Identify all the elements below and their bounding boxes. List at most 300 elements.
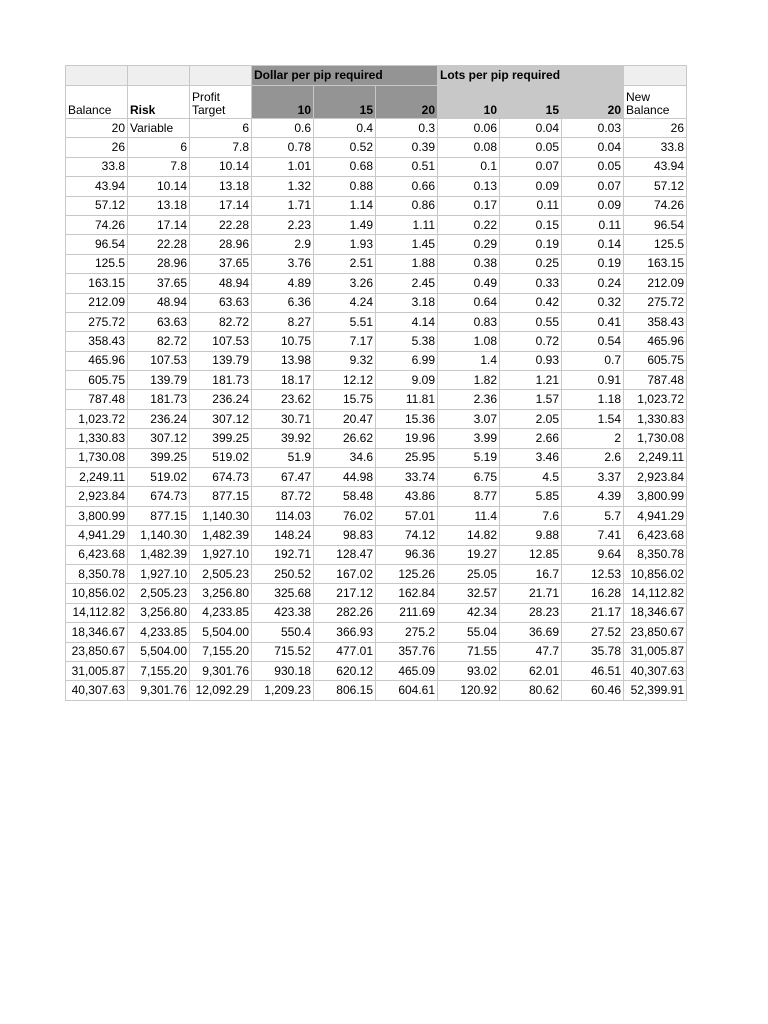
balance-cell[interactable]: 6,423.68 (66, 545, 128, 564)
dollar-20-cell[interactable]: 0.66 (376, 177, 438, 196)
risk-cell[interactable]: 139.79 (128, 371, 190, 390)
dollar-20-cell[interactable]: 43.86 (376, 487, 438, 506)
dollar-20-cell[interactable]: 4.14 (376, 312, 438, 331)
new-balance-cell[interactable]: 6,423.68 (624, 526, 687, 545)
risk-cell[interactable]: 236.24 (128, 409, 190, 428)
dollar-20-cell[interactable]: 74.12 (376, 526, 438, 545)
profit-target-cell[interactable]: 519.02 (190, 448, 252, 467)
lots-20-cell[interactable]: 0.03 (562, 119, 624, 138)
dollar-10-header[interactable] (252, 86, 314, 119)
risk-cell[interactable]: 3,256.80 (128, 603, 190, 622)
lots-15-cell[interactable]: 0.42 (500, 293, 562, 312)
lots-20-cell[interactable]: 12.53 (562, 564, 624, 583)
lots-20-cell[interactable]: 16.28 (562, 584, 624, 603)
lots-20-cell[interactable]: 2.6 (562, 448, 624, 467)
lots-20-cell[interactable]: 60.46 (562, 681, 624, 700)
balance-cell[interactable]: 33.8 (66, 157, 128, 176)
balance-cell[interactable]: 43.94 (66, 177, 128, 196)
profit-target-cell[interactable]: 307.12 (190, 409, 252, 428)
profit-target-cell[interactable]: 13.18 (190, 177, 252, 196)
risk-cell[interactable]: 4,233.85 (128, 623, 190, 642)
lots-10-cell[interactable]: 0.64 (438, 293, 500, 312)
lots-10-cell[interactable]: 55.04 (438, 623, 500, 642)
new-balance-cell[interactable]: 57.12 (624, 177, 687, 196)
profit-target-cell[interactable]: 399.25 (190, 429, 252, 448)
lots-15-cell[interactable]: 21.71 (500, 584, 562, 603)
risk-cell[interactable]: 399.25 (128, 448, 190, 467)
dollar-15-cell[interactable]: 0.68 (314, 157, 376, 176)
lots-15-cell[interactable]: 47.7 (500, 642, 562, 661)
profit-target-cell[interactable]: 139.79 (190, 351, 252, 370)
balance-cell[interactable]: 465.96 (66, 351, 128, 370)
new-balance-cell[interactable]: 4,941.29 (624, 506, 687, 525)
risk-cell[interactable]: 28.96 (128, 254, 190, 273)
dollar-10-cell[interactable]: 10.75 (252, 332, 314, 351)
lots-10-cell[interactable]: 1.4 (438, 351, 500, 370)
new-balance-cell[interactable]: 163.15 (624, 254, 687, 273)
lots-15-cell[interactable]: 9.88 (500, 526, 562, 545)
dollar-10-cell[interactable]: 8.27 (252, 312, 314, 331)
lots-15-cell[interactable]: 0.93 (500, 351, 562, 370)
lots-20-cell[interactable]: 7.41 (562, 526, 624, 545)
header-blank-cell[interactable] (66, 66, 128, 86)
dollar-15-cell[interactable]: 3.26 (314, 274, 376, 293)
lots-10-cell[interactable]: 5.19 (438, 448, 500, 467)
dollar-per-pip-group-header[interactable] (252, 66, 438, 86)
lots-10-cell[interactable]: 1.82 (438, 371, 500, 390)
risk-cell[interactable]: 107.53 (128, 351, 190, 370)
lots-10-cell[interactable]: 3.99 (438, 429, 500, 448)
risk-cell[interactable]: 7.8 (128, 157, 190, 176)
new-balance-cell[interactable]: 26 (624, 119, 687, 138)
profit-target-cell[interactable]: 22.28 (190, 215, 252, 234)
lots-20-cell[interactable]: 5.7 (562, 506, 624, 525)
profit-target-cell[interactable]: 63.63 (190, 293, 252, 312)
lots-15-cell[interactable]: 80.62 (500, 681, 562, 700)
lots-15-cell[interactable]: 28.23 (500, 603, 562, 622)
balance-cell[interactable]: 31,005.87 (66, 661, 128, 680)
lots-20-cell[interactable]: 4.39 (562, 487, 624, 506)
balance-cell[interactable]: 14,112.82 (66, 603, 128, 622)
header-blank-cell[interactable] (624, 66, 687, 86)
profit-target-cell[interactable]: 48.94 (190, 274, 252, 293)
risk-cell[interactable]: 307.12 (128, 429, 190, 448)
new-balance-cell[interactable]: 465.96 (624, 332, 687, 351)
dollar-10-cell[interactable]: 1.32 (252, 177, 314, 196)
lots-20-cell[interactable]: 21.17 (562, 603, 624, 622)
new-balance-cell[interactable]: 358.43 (624, 312, 687, 331)
dollar-10-cell[interactable]: 0.6 (252, 119, 314, 138)
dollar-15-cell[interactable]: 2.51 (314, 254, 376, 273)
dollar-10-cell[interactable]: 2.23 (252, 215, 314, 234)
dollar-15-cell[interactable]: 20.47 (314, 409, 376, 428)
dollar-20-cell[interactable]: 465.09 (376, 661, 438, 680)
dollar-20-cell[interactable]: 96.36 (376, 545, 438, 564)
lots-10-cell[interactable]: 93.02 (438, 661, 500, 680)
lots-15-cell[interactable]: 0.72 (500, 332, 562, 351)
dollar-15-cell[interactable]: 76.02 (314, 506, 376, 525)
new-balance-cell[interactable]: 8,350.78 (624, 545, 687, 564)
dollar-15-cell[interactable]: 1.49 (314, 215, 376, 234)
dollar-20-cell[interactable]: 357.76 (376, 642, 438, 661)
risk-cell[interactable]: 674.73 (128, 487, 190, 506)
dollar-10-cell[interactable]: 18.17 (252, 371, 314, 390)
dollar-20-cell[interactable]: 15.36 (376, 409, 438, 428)
lots-10-cell[interactable]: 0.06 (438, 119, 500, 138)
lots-10-cell[interactable]: 0.29 (438, 235, 500, 254)
lots-15-cell[interactable]: 4.5 (500, 468, 562, 487)
dollar-15-cell[interactable]: 0.4 (314, 119, 376, 138)
dollar-10-cell[interactable]: 148.24 (252, 526, 314, 545)
dollar-10-cell[interactable]: 51.9 (252, 448, 314, 467)
new-balance-cell[interactable]: 43.94 (624, 157, 687, 176)
new-balance-cell[interactable]: 23,850.67 (624, 623, 687, 642)
new-balance-header[interactable] (624, 86, 687, 119)
new-balance-cell[interactable]: 3,800.99 (624, 487, 687, 506)
dollar-10-cell[interactable]: 13.98 (252, 351, 314, 370)
lots-10-cell[interactable]: 14.82 (438, 526, 500, 545)
lots-20-cell[interactable]: 0.04 (562, 138, 624, 157)
lots-10-cell[interactable]: 0.1 (438, 157, 500, 176)
dollar-10-cell[interactable]: 325.68 (252, 584, 314, 603)
balance-cell[interactable]: 26 (66, 138, 128, 157)
risk-cell[interactable]: 10.14 (128, 177, 190, 196)
dollar-10-cell[interactable]: 2.9 (252, 235, 314, 254)
dollar-20-cell[interactable]: 1.45 (376, 235, 438, 254)
balance-cell[interactable]: 10,856.02 (66, 584, 128, 603)
dollar-15-cell[interactable]: 1.93 (314, 235, 376, 254)
lots-20-cell[interactable]: 0.19 (562, 254, 624, 273)
profit-target-cell[interactable]: 7.8 (190, 138, 252, 157)
dollar-10-cell[interactable]: 715.52 (252, 642, 314, 661)
dollar-10-cell[interactable]: 39.92 (252, 429, 314, 448)
lots-10-cell[interactable]: 0.22 (438, 215, 500, 234)
dollar-15-cell[interactable]: 7.17 (314, 332, 376, 351)
new-balance-cell[interactable]: 96.54 (624, 215, 687, 234)
dollar-20-cell[interactable]: 125.26 (376, 564, 438, 583)
dollar-20-cell[interactable]: 19.96 (376, 429, 438, 448)
dollar-20-cell[interactable]: 9.09 (376, 371, 438, 390)
lots-15-cell[interactable]: 62.01 (500, 661, 562, 680)
lots-15-cell[interactable]: 0.15 (500, 215, 562, 234)
balance-cell[interactable]: 787.48 (66, 390, 128, 409)
lots-20-cell[interactable]: 0.14 (562, 235, 624, 254)
risk-cell[interactable]: 9,301.76 (128, 681, 190, 700)
dollar-15-header[interactable] (314, 86, 376, 119)
balance-cell[interactable]: 96.54 (66, 235, 128, 254)
lots-20-cell[interactable]: 1.54 (562, 409, 624, 428)
balance-cell[interactable]: 74.26 (66, 215, 128, 234)
lots-20-header[interactable] (562, 86, 624, 119)
lots-10-cell[interactable]: 0.38 (438, 254, 500, 273)
dollar-15-cell[interactable]: 1.14 (314, 196, 376, 215)
dollar-10-cell[interactable]: 67.47 (252, 468, 314, 487)
lots-10-header[interactable] (438, 86, 500, 119)
lots-15-cell[interactable]: 0.04 (500, 119, 562, 138)
new-balance-cell[interactable]: 33.8 (624, 138, 687, 157)
profit-target-cell[interactable]: 107.53 (190, 332, 252, 351)
dollar-15-cell[interactable]: 26.62 (314, 429, 376, 448)
lots-15-cell[interactable]: 36.69 (500, 623, 562, 642)
lots-20-cell[interactable]: 0.32 (562, 293, 624, 312)
lots-10-cell[interactable]: 32.57 (438, 584, 500, 603)
new-balance-cell[interactable]: 18,346.67 (624, 603, 687, 622)
dollar-20-cell[interactable]: 275.2 (376, 623, 438, 642)
lots-20-cell[interactable]: 0.09 (562, 196, 624, 215)
new-balance-cell[interactable]: 2,249.11 (624, 448, 687, 467)
dollar-20-cell[interactable]: 3.18 (376, 293, 438, 312)
dollar-20-cell[interactable]: 0.86 (376, 196, 438, 215)
lots-15-cell[interactable]: 16.7 (500, 564, 562, 583)
balance-cell[interactable]: 23,850.67 (66, 642, 128, 661)
profit-target-cell[interactable]: 37.65 (190, 254, 252, 273)
dollar-15-cell[interactable]: 12.12 (314, 371, 376, 390)
header-blank-cell[interactable] (128, 66, 190, 86)
profit-target-cell[interactable]: 28.96 (190, 235, 252, 254)
new-balance-cell[interactable]: 787.48 (624, 371, 687, 390)
dollar-20-cell[interactable]: 211.69 (376, 603, 438, 622)
dollar-10-cell[interactable]: 1.01 (252, 157, 314, 176)
risk-cell[interactable]: 5,504.00 (128, 642, 190, 661)
risk-cell[interactable]: 13.18 (128, 196, 190, 215)
lots-15-cell[interactable]: 0.11 (500, 196, 562, 215)
new-balance-cell[interactable]: 125.5 (624, 235, 687, 254)
balance-cell[interactable]: 125.5 (66, 254, 128, 273)
balance-cell[interactable]: 2,923.84 (66, 487, 128, 506)
dollar-15-cell[interactable]: 806.15 (314, 681, 376, 700)
balance-cell[interactable]: 4,941.29 (66, 526, 128, 545)
balance-cell[interactable]: 40,307.63 (66, 681, 128, 700)
lots-15-cell[interactable]: 0.07 (500, 157, 562, 176)
risk-cell[interactable]: 17.14 (128, 215, 190, 234)
lots-10-cell[interactable]: 0.49 (438, 274, 500, 293)
lots-15-cell[interactable]: 0.25 (500, 254, 562, 273)
profit-target-cell[interactable]: 674.73 (190, 468, 252, 487)
dollar-10-cell[interactable]: 250.52 (252, 564, 314, 583)
dollar-10-cell[interactable]: 87.72 (252, 487, 314, 506)
lots-20-cell[interactable]: 0.11 (562, 215, 624, 234)
profit-target-cell[interactable]: 2,505.23 (190, 564, 252, 583)
lots-15-cell[interactable]: 2.66 (500, 429, 562, 448)
dollar-15-cell[interactable]: 4.24 (314, 293, 376, 312)
lots-20-cell[interactable]: 2 (562, 429, 624, 448)
risk-cell[interactable]: 82.72 (128, 332, 190, 351)
dollar-20-cell[interactable]: 33.74 (376, 468, 438, 487)
lots-15-cell[interactable]: 2.05 (500, 409, 562, 428)
lots-15-cell[interactable]: 7.6 (500, 506, 562, 525)
dollar-20-cell[interactable]: 1.11 (376, 215, 438, 234)
dollar-10-cell[interactable]: 3.76 (252, 254, 314, 273)
lots-20-cell[interactable]: 0.41 (562, 312, 624, 331)
new-balance-cell[interactable]: 10,856.02 (624, 564, 687, 583)
dollar-20-cell[interactable]: 162.84 (376, 584, 438, 603)
profit-target-cell[interactable]: 17.14 (190, 196, 252, 215)
lots-10-cell[interactable]: 0.17 (438, 196, 500, 215)
dollar-15-cell[interactable]: 477.01 (314, 642, 376, 661)
dollar-15-cell[interactable]: 9.32 (314, 351, 376, 370)
dollar-20-cell[interactable]: 25.95 (376, 448, 438, 467)
balance-cell[interactable]: 18,346.67 (66, 623, 128, 642)
lots-15-cell[interactable]: 3.46 (500, 448, 562, 467)
dollar-15-cell[interactable]: 44.98 (314, 468, 376, 487)
risk-cell[interactable]: 519.02 (128, 468, 190, 487)
risk-cell[interactable]: 37.65 (128, 274, 190, 293)
risk-cell[interactable]: Variable (128, 119, 190, 138)
dollar-20-cell[interactable]: 0.39 (376, 138, 438, 157)
lots-15-cell[interactable]: 0.55 (500, 312, 562, 331)
dollar-15-cell[interactable]: 5.51 (314, 312, 376, 331)
profit-target-cell[interactable]: 1,927.10 (190, 545, 252, 564)
dollar-20-cell[interactable]: 6.99 (376, 351, 438, 370)
risk-cell[interactable]: 877.15 (128, 506, 190, 525)
new-balance-cell[interactable]: 2,923.84 (624, 468, 687, 487)
lots-10-cell[interactable]: 1.08 (438, 332, 500, 351)
lots-10-cell[interactable]: 0.83 (438, 312, 500, 331)
dollar-10-cell[interactable]: 6.36 (252, 293, 314, 312)
dollar-20-cell[interactable]: 604.61 (376, 681, 438, 700)
lots-20-cell[interactable]: 0.7 (562, 351, 624, 370)
lots-10-cell[interactable]: 0.13 (438, 177, 500, 196)
profit-target-cell[interactable]: 3,256.80 (190, 584, 252, 603)
lots-15-cell[interactable]: 5.85 (500, 487, 562, 506)
profit-target-cell[interactable]: 10.14 (190, 157, 252, 176)
lots-10-cell[interactable]: 2.36 (438, 390, 500, 409)
dollar-10-cell[interactable]: 114.03 (252, 506, 314, 525)
lots-15-cell[interactable]: 12.85 (500, 545, 562, 564)
dollar-15-cell[interactable]: 167.02 (314, 564, 376, 583)
dollar-15-cell[interactable]: 0.52 (314, 138, 376, 157)
dollar-20-cell[interactable]: 0.3 (376, 119, 438, 138)
lots-15-cell[interactable]: 1.21 (500, 371, 562, 390)
new-balance-cell[interactable]: 275.72 (624, 293, 687, 312)
dollar-20-header[interactable] (376, 86, 438, 119)
dollar-10-cell[interactable]: 930.18 (252, 661, 314, 680)
dollar-15-cell[interactable]: 58.48 (314, 487, 376, 506)
dollar-15-cell[interactable]: 620.12 (314, 661, 376, 680)
new-balance-cell[interactable]: 31,005.87 (624, 642, 687, 661)
new-balance-cell[interactable]: 40,307.63 (624, 661, 687, 680)
lots-10-cell[interactable]: 3.07 (438, 409, 500, 428)
dollar-20-cell[interactable]: 11.81 (376, 390, 438, 409)
balance-cell[interactable]: 3,800.99 (66, 506, 128, 525)
risk-cell[interactable]: 2,505.23 (128, 584, 190, 603)
lots-20-cell[interactable]: 0.91 (562, 371, 624, 390)
risk-cell[interactable]: 63.63 (128, 312, 190, 331)
risk-header[interactable] (128, 86, 190, 119)
new-balance-cell[interactable]: 14,112.82 (624, 584, 687, 603)
lots-10-cell[interactable]: 71.55 (438, 642, 500, 661)
balance-cell[interactable]: 20 (66, 119, 128, 138)
lots-15-cell[interactable]: 0.09 (500, 177, 562, 196)
profit-target-cell[interactable]: 877.15 (190, 487, 252, 506)
dollar-15-cell[interactable]: 366.93 (314, 623, 376, 642)
new-balance-cell[interactable]: 1,330.83 (624, 409, 687, 428)
dollar-15-cell[interactable]: 217.12 (314, 584, 376, 603)
dollar-10-cell[interactable]: 1.71 (252, 196, 314, 215)
lots-15-header[interactable] (500, 86, 562, 119)
lots-20-cell[interactable]: 46.51 (562, 661, 624, 680)
dollar-10-cell[interactable]: 23.62 (252, 390, 314, 409)
profit-target-cell[interactable]: 5,504.00 (190, 623, 252, 642)
risk-cell[interactable]: 48.94 (128, 293, 190, 312)
dollar-20-cell[interactable]: 2.45 (376, 274, 438, 293)
lots-10-cell[interactable]: 42.34 (438, 603, 500, 622)
dollar-20-cell[interactable]: 57.01 (376, 506, 438, 525)
lots-20-cell[interactable]: 0.24 (562, 274, 624, 293)
profit-target-cell[interactable]: 181.73 (190, 371, 252, 390)
lots-10-cell[interactable]: 120.92 (438, 681, 500, 700)
lots-20-cell[interactable]: 0.05 (562, 157, 624, 176)
new-balance-cell[interactable]: 1,023.72 (624, 390, 687, 409)
profit-target-cell[interactable]: 1,140.30 (190, 506, 252, 525)
lots-per-pip-group-header[interactable] (438, 66, 624, 86)
risk-cell[interactable]: 1,927.10 (128, 564, 190, 583)
dollar-10-cell[interactable]: 30.71 (252, 409, 314, 428)
lots-15-cell[interactable]: 1.57 (500, 390, 562, 409)
profit-target-cell[interactable]: 12,092.29 (190, 681, 252, 700)
profit-target-cell[interactable]: 4,233.85 (190, 603, 252, 622)
lots-20-cell[interactable]: 27.52 (562, 623, 624, 642)
lots-10-cell[interactable]: 25.05 (438, 564, 500, 583)
risk-cell[interactable]: 22.28 (128, 235, 190, 254)
dollar-20-cell[interactable]: 1.88 (376, 254, 438, 273)
lots-20-cell[interactable]: 1.18 (562, 390, 624, 409)
lots-20-cell[interactable]: 9.64 (562, 545, 624, 564)
lots-10-cell[interactable]: 6.75 (438, 468, 500, 487)
dollar-10-cell[interactable]: 192.71 (252, 545, 314, 564)
lots-20-cell[interactable]: 0.07 (562, 177, 624, 196)
dollar-20-cell[interactable]: 0.51 (376, 157, 438, 176)
new-balance-cell[interactable]: 52,399.91 (624, 681, 687, 700)
dollar-15-cell[interactable]: 282.26 (314, 603, 376, 622)
lots-15-cell[interactable]: 0.33 (500, 274, 562, 293)
balance-cell[interactable]: 2,249.11 (66, 468, 128, 487)
dollar-15-cell[interactable]: 0.88 (314, 177, 376, 196)
balance-cell[interactable]: 1,330.83 (66, 429, 128, 448)
lots-10-cell[interactable]: 11.4 (438, 506, 500, 525)
balance-cell[interactable]: 57.12 (66, 196, 128, 215)
balance-cell[interactable]: 1,730.08 (66, 448, 128, 467)
new-balance-cell[interactable]: 605.75 (624, 351, 687, 370)
balance-cell[interactable]: 8,350.78 (66, 564, 128, 583)
risk-cell[interactable]: 181.73 (128, 390, 190, 409)
header-blank-cell[interactable] (190, 66, 252, 86)
risk-cell[interactable]: 6 (128, 138, 190, 157)
balance-cell[interactable]: 1,023.72 (66, 409, 128, 428)
dollar-15-cell[interactable]: 15.75 (314, 390, 376, 409)
balance-cell[interactable]: 605.75 (66, 371, 128, 390)
new-balance-cell[interactable]: 1,730.08 (624, 429, 687, 448)
profit-target-header[interactable] (190, 86, 252, 119)
balance-cell[interactable]: 212.09 (66, 293, 128, 312)
profit-target-cell[interactable]: 9,301.76 (190, 661, 252, 680)
lots-15-cell[interactable]: 0.19 (500, 235, 562, 254)
dollar-10-cell[interactable]: 4.89 (252, 274, 314, 293)
lots-20-cell[interactable]: 3.37 (562, 468, 624, 487)
risk-cell[interactable]: 1,482.39 (128, 545, 190, 564)
new-balance-cell[interactable]: 74.26 (624, 196, 687, 215)
profit-target-cell[interactable]: 1,482.39 (190, 526, 252, 545)
dollar-10-cell[interactable]: 1,209.23 (252, 681, 314, 700)
lots-15-cell[interactable]: 0.05 (500, 138, 562, 157)
profit-target-cell[interactable]: 236.24 (190, 390, 252, 409)
balance-cell[interactable]: 275.72 (66, 312, 128, 331)
balance-cell[interactable]: 358.43 (66, 332, 128, 351)
lots-20-cell[interactable]: 0.54 (562, 332, 624, 351)
dollar-10-cell[interactable]: 0.78 (252, 138, 314, 157)
profit-target-cell[interactable]: 82.72 (190, 312, 252, 331)
profit-target-cell[interactable]: 7,155.20 (190, 642, 252, 661)
